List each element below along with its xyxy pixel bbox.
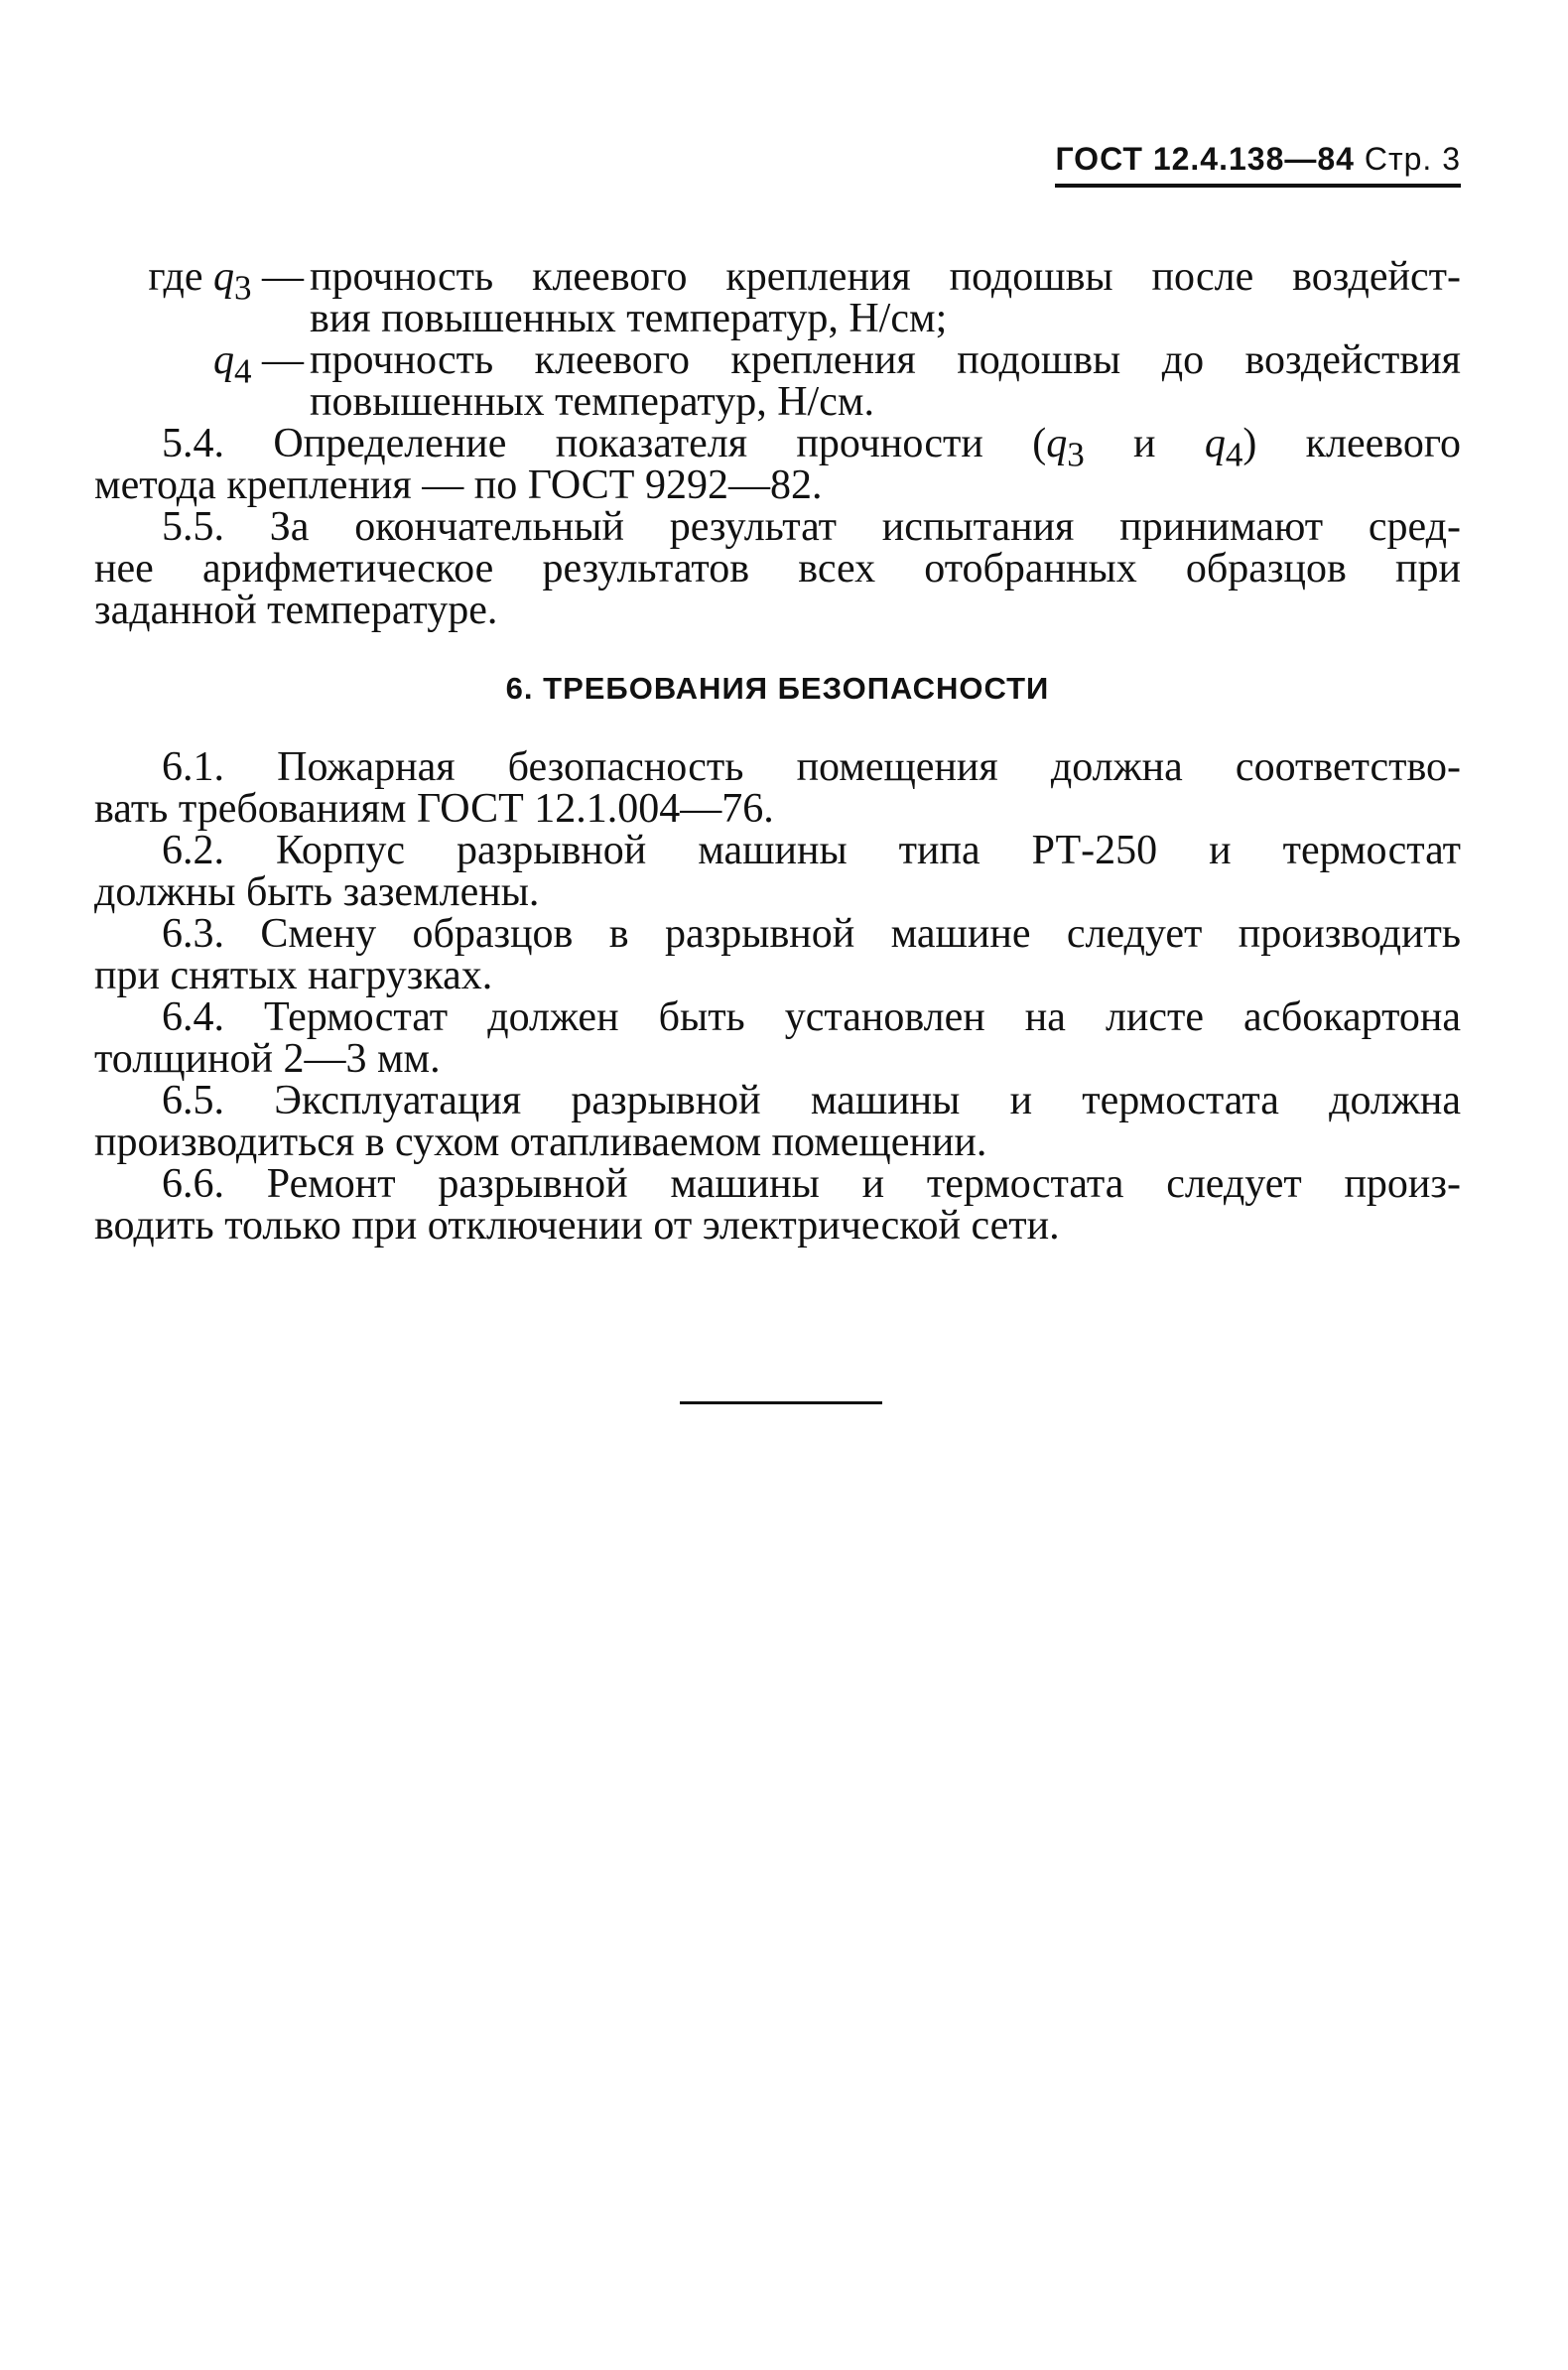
paragraph-line: 6.2. Корпус разрывной машины типа РТ-250 и термостат bbox=[162, 828, 1461, 873]
paragraph-line: 5.4. Определение показателя прочности ($q_3$ и $q_4$) клеевого bbox=[162, 421, 1462, 474]
definition-row bbox=[94, 298, 1461, 339]
paragraph-6-1 bbox=[94, 746, 1461, 830]
paragraph-line: вать требованиям ГОСТ 12.1.004—76. bbox=[94, 786, 774, 832]
definition-text: вия повышенных температур, Н/см; bbox=[310, 296, 948, 341]
definition-symbol: где $q_3$ — bbox=[148, 254, 304, 308]
running-head bbox=[1055, 141, 1461, 188]
paragraph-6-4 bbox=[94, 996, 1461, 1080]
paragraph-line: заданной температуре. bbox=[94, 588, 498, 633]
paragraph-line: при снятых нагрузках. bbox=[94, 953, 493, 998]
paragraph-line: 6.5. Эксплуатация разрывной машины и термостата должна bbox=[162, 1078, 1461, 1123]
symbol-q: q bbox=[213, 337, 234, 383]
paragraph-line: 6.1. Пожарная безопасность помещения должна соответство- bbox=[162, 744, 1461, 790]
end-rule bbox=[680, 1401, 882, 1404]
definition-text: прочность клеевого крепления подошвы после воздейст- bbox=[310, 254, 1461, 300]
paragraph-line: 5.5. За окончательный результат испытания принимают сред- bbox=[162, 504, 1461, 550]
symbol-subscript: 3 bbox=[234, 268, 252, 308]
paragraph-line: должны быть заземлены. bbox=[94, 869, 540, 915]
paragraph-6-3 bbox=[94, 913, 1461, 996]
paragraph-6-2 bbox=[94, 830, 1461, 913]
paragraph-line: производиться в сухом отапливаемом помещении. bbox=[94, 1119, 987, 1165]
definition-row bbox=[94, 254, 1461, 308]
page-number: Стр. 3 bbox=[1364, 141, 1461, 177]
section-heading: 6. ТРЕБОВАНИЯ БЕЗОПАСНОСТИ bbox=[505, 671, 1050, 706]
paragraph-line: метода крепления — по ГОСТ 9292—82. bbox=[94, 462, 823, 508]
definition-row bbox=[94, 337, 1461, 391]
symbol-q: q bbox=[213, 254, 234, 300]
paragraph-line: 6.3. Смену образцов в разрывной машине следует производить bbox=[162, 911, 1461, 957]
definition-q4 bbox=[94, 339, 1461, 423]
paragraph-line: 6.4. Термостат должен быть установлен на листе асбокартона bbox=[162, 994, 1461, 1040]
definition-text: прочность клеевого крепления подошвы до воздействия bbox=[310, 337, 1461, 383]
definition-symbol: $q_4$ — bbox=[213, 337, 304, 391]
paragraph-6-6 bbox=[94, 1163, 1461, 1247]
paragraph-line: водить только при отключении от электрической сети. bbox=[94, 1203, 1060, 1249]
paragraph-line: 6.6. Ремонт разрывной машины и термостата следует произ- bbox=[162, 1161, 1461, 1207]
definition-row bbox=[94, 381, 1461, 423]
definition-q3 bbox=[94, 256, 1461, 339]
paragraph-line: толщиной 2—3 мм. bbox=[94, 1036, 441, 1082]
symbol-subscript: 4 bbox=[234, 351, 252, 391]
paragraph-5-4 bbox=[94, 423, 1461, 506]
standard-code: ГОСТ 12.4.138—84 bbox=[1055, 141, 1355, 177]
definition-prefix: где bbox=[148, 254, 203, 300]
paragraph-5-5 bbox=[94, 506, 1461, 631]
paragraph-6-5 bbox=[94, 1080, 1461, 1163]
paragraph-line: нее арифметическое результатов всех отобранных образцов при bbox=[94, 546, 1461, 592]
definition-text: повышенных температур, Н/см. bbox=[310, 379, 874, 425]
body-text bbox=[94, 256, 1461, 1247]
